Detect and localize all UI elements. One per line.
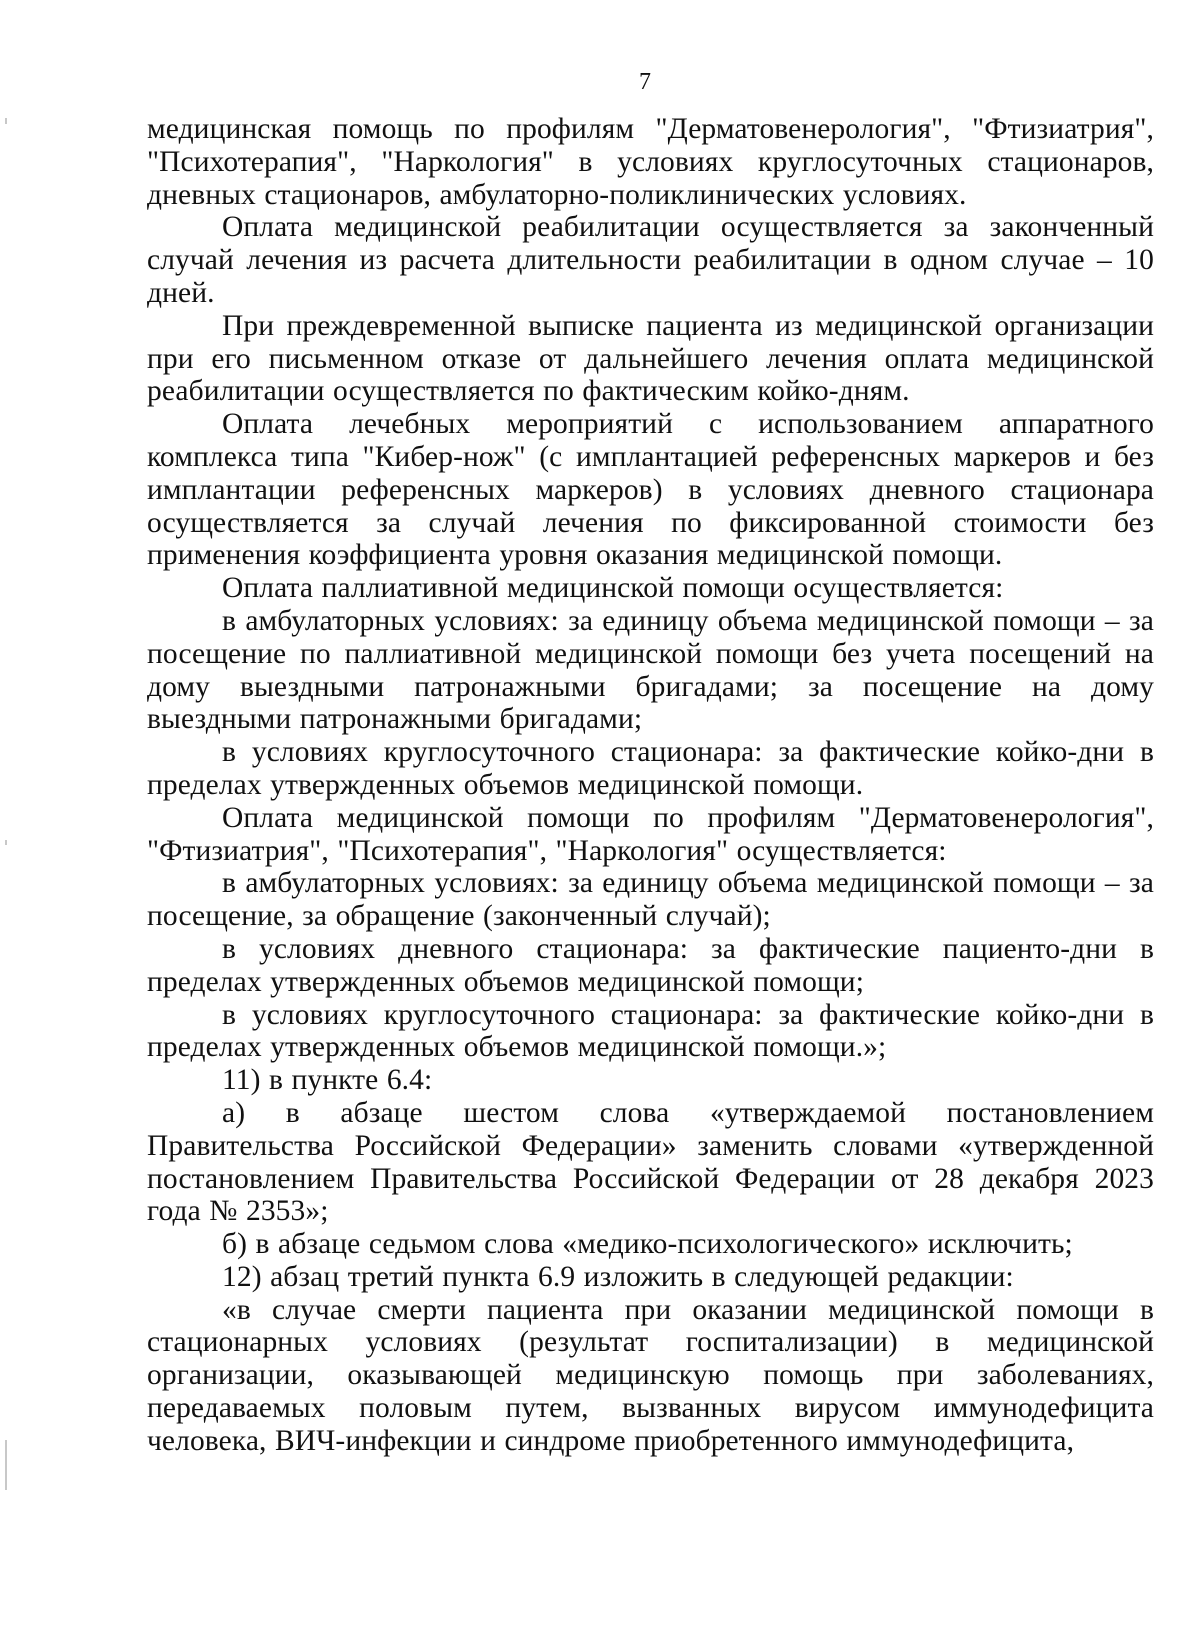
paragraph: б) в абзаце седьмом слова «медико-психологического» исключить; <box>222 1228 1073 1261</box>
paragraph: При преждевременной выписке пациента из медицинской организации при его письменном отказе от дальнейшего лечения оплата медицинской реабилитации осуществляется по фактическим койко-дням. <box>147 309 1154 408</box>
scan-artifact <box>5 1440 7 1490</box>
page-number: 7 <box>639 69 651 95</box>
paragraph: «в случае смерти пациента при оказании медицинской помощи в стационарных условиях (результат госпитализации) в медицинской организации, оказывающей медицинскую помощь при заболеваниях, передаваемых половым путем, вызванных вирусом иммунодефицита человека, ВИЧ-инфекции и синдроме приобретенного иммунодефицита, <box>147 1293 1154 1457</box>
paragraph: а) в абзаце шестом слова «утверждаемой постановлением Правительства Российской Федерации» заменить словами «утвержденной постановлением Правительства Российской Федерации от 28 декабря 2023 года № 2353»; <box>147 1096 1154 1228</box>
paragraph: Оплата медицинской помощи по профилям "Дерматовенерология", "Фтизиатрия", "Психотерапия", "Наркология" осуществляется: <box>147 801 1154 867</box>
scan-artifact <box>5 118 7 124</box>
document-body <box>147 113 1154 1458</box>
scan-artifact <box>5 840 7 845</box>
paragraph: медицинская помощь по профилям "Дерматовенерология", "Фтизиатрия", "Психотерапия", "Наркология" в условиях круглосуточных стационаров, дневных стационаров, амбулаторно-поликлинических условиях. <box>147 113 1154 211</box>
paragraph: 11) в пункте 6.4: <box>222 1064 433 1097</box>
paragraph: Оплата паллиативной медицинской помощи осуществляется: <box>222 572 1004 605</box>
paragraph: Оплата медицинской реабилитации осуществляется за законченный случай лечения из расчета длительности реабилитации в одном случае – 10 дней. <box>147 211 1154 309</box>
paragraph: в условиях дневного стационара: за фактические пациенто-дни в пределах утвержденных объемов медицинской помощи; <box>147 932 1154 998</box>
paragraph: в условиях круглосуточного стационара: за фактические койко-дни в пределах утвержденных объемов медицинской помощи.»; <box>147 998 1154 1064</box>
paragraph: 12) абзац третий пункта 6.9 изложить в следующей редакции: <box>222 1260 1014 1293</box>
paragraph: в условиях круглосуточного стационара: за фактические койко-дни в пределах утвержденных объемов медицинской помощи. <box>147 736 1154 801</box>
paragraph: в амбулаторных условиях: за единицу объема медицинской помощи – за посещение по паллиативной медицинской помощи без учета посещений на дому выездными патронажными бригадами; за посещение на дому выездными патронажными бригадами; <box>147 604 1154 736</box>
paragraph: в амбулаторных условиях: за единицу объема медицинской помощи – за посещение, за обращение (законченный случай); <box>147 867 1154 933</box>
paragraph: Оплата лечебных мероприятий с использованием аппаратного комплекса типа "Кибер-нож" (с имплантацией референсных маркеров и без имплантации референсных маркеров) в условиях дневного стационара осуществляется за случай лечения по фиксированной стоимости без применения коэффициента уровня оказания медицинской помощи. <box>147 408 1154 572</box>
